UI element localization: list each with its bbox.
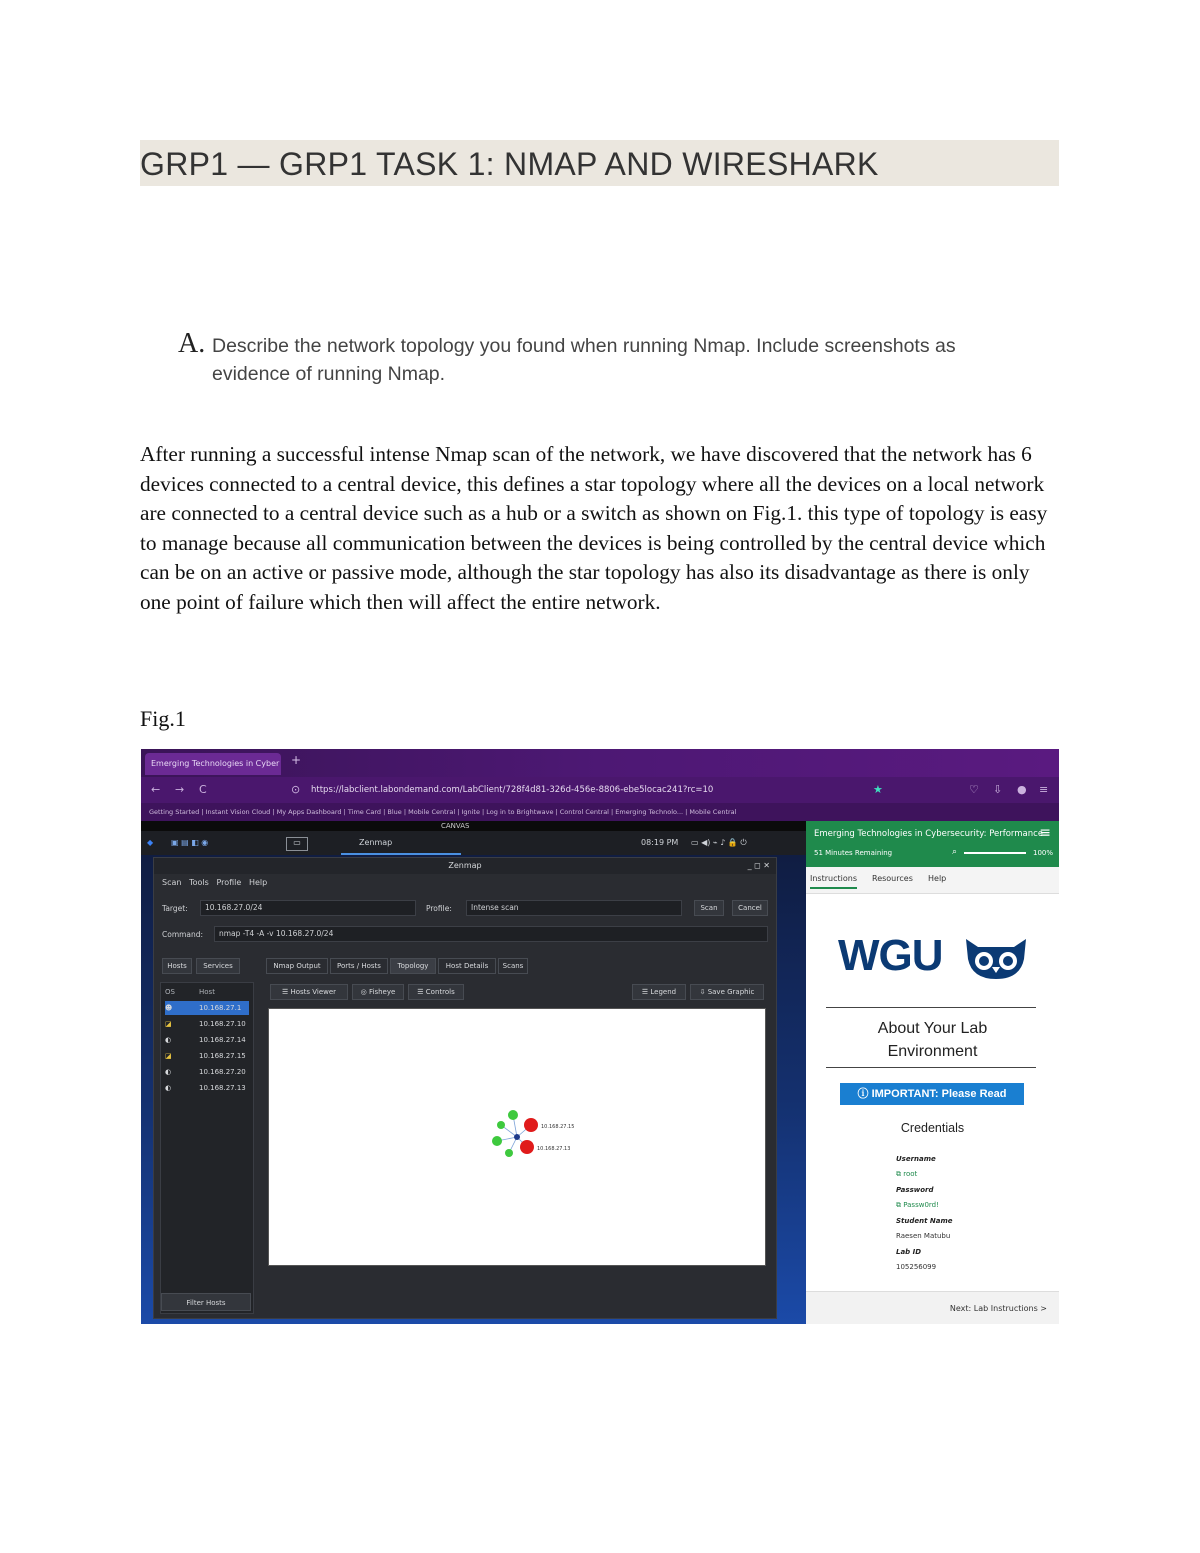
node-label: 10.168.27.15	[541, 1124, 575, 1130]
desktop-taskbar	[141, 831, 806, 855]
next-link[interactable]: Next: Lab Instructions >	[806, 1291, 1059, 1324]
menu-icon[interactable]: ≡	[1039, 783, 1049, 796]
target-label: Target:	[162, 904, 188, 913]
controls-label: Controls	[425, 988, 455, 996]
star-icon[interactable]: ★	[873, 783, 883, 796]
cancel-button[interactable]: Cancel	[732, 900, 768, 916]
tab-ports-hosts[interactable]: Ports / Hosts	[330, 958, 388, 974]
account-icon[interactable]: ●	[1017, 783, 1027, 796]
tab-instructions[interactable]: Instructions	[810, 874, 857, 889]
start-menu-icon[interactable]: ◆	[147, 838, 154, 847]
answer-paragraph: After running a successful intense Nmap scan of the network, we have discovered that the network has 6 devices connected to a central device, this defines a star topology where all the devices on a local network are connected to a central device such as a hub or a switch as shown on Fig.1. this type of topology is easy to manage because all communication between the devices is being controlled by the central device which can be on an active or passive mode, although the star topology has also its disadvantage as there is only one point of failure which then will affect the entire network.	[140, 442, 1048, 614]
password-text: Passw0rd!	[903, 1201, 939, 1209]
menu-tools[interactable]: Tools	[189, 878, 209, 887]
host-row[interactable]	[165, 1001, 249, 1015]
tab-host-details[interactable]: Host Details	[438, 958, 496, 974]
document-title: GRP1 — GRP1 TASK 1: NMAP AND WIRESHARK	[140, 146, 879, 182]
divider	[826, 1067, 1036, 1068]
url-field[interactable]: https://labclient.labondemand.com/LabClient/728f4d81-326d-456e-8806-ebe5locac241?rc=10	[311, 785, 714, 795]
host-node[interactable]	[508, 1110, 518, 1120]
tab-nmap-output[interactable]: Nmap Output	[266, 958, 328, 974]
taskbar-zenmap-label: Zenmap	[359, 838, 393, 847]
host-address: 10.168.27.20	[199, 1068, 246, 1076]
host-address: 10.168.27.15	[199, 1052, 246, 1060]
wgu-logo: WGU	[838, 931, 943, 980]
tab-help[interactable]: Help	[928, 874, 947, 883]
host-row[interactable]	[165, 1049, 249, 1063]
question-text: Describe the network topology you found when running Nmap. Include screenshots as evidence of running Nmap.	[212, 335, 956, 385]
fisheye-icon: ◎	[360, 988, 370, 996]
top-strip-label: CANVAS	[441, 822, 470, 830]
host-node-red[interactable]	[524, 1118, 538, 1132]
zoom-level: 100%	[1032, 849, 1053, 857]
host-list-header	[165, 985, 249, 999]
host-list	[160, 982, 254, 1314]
download-icon[interactable]: ⇩	[993, 783, 1003, 796]
desktop-top-strip	[141, 821, 806, 831]
fisheye-label: Fisheye	[369, 988, 396, 996]
reload-icon[interactable]: C	[199, 783, 207, 796]
password-value[interactable]	[896, 1201, 939, 1210]
host-address: 10.168.27.10	[199, 1020, 246, 1028]
host-column-header: Host	[199, 988, 215, 996]
host-row[interactable]	[165, 1017, 249, 1031]
host-row[interactable]	[165, 1033, 249, 1047]
bookmarks-bar[interactable]: Getting Started | Instant Vision Cloud | My Apps Dashboard | Time Card | Blue | Mobile Central | Ignite | Log in to Brightwave | Control Central | Emerging Technolo... | Mobile Central	[141, 803, 1059, 821]
important-button[interactable]	[840, 1083, 1024, 1105]
legend-label: Legend	[650, 988, 677, 996]
filter-hosts-button[interactable]: Filter Hosts	[161, 1293, 251, 1311]
username-text: root	[903, 1170, 918, 1178]
pocket-icon[interactable]: ♡	[969, 783, 979, 796]
zoom-slider[interactable]	[964, 852, 1026, 854]
copy-icon[interactable]: ⧉	[896, 1170, 904, 1178]
about-heading	[806, 1017, 1059, 1063]
os-icon: ◪	[165, 1052, 172, 1060]
legend-button[interactable]	[632, 984, 686, 1000]
username-value[interactable]	[896, 1170, 917, 1179]
copy-icon[interactable]: ⧉	[896, 1201, 904, 1209]
credentials-heading: Credentials	[900, 1121, 965, 1135]
student-name-label: Student Name	[896, 1217, 953, 1225]
forward-arrow-icon[interactable]: →	[175, 783, 185, 796]
browser-tab[interactable]: Emerging Technologies in Cyber	[145, 753, 281, 775]
hamburger-icon[interactable]: ≡	[1039, 825, 1051, 841]
command-label: Command:	[162, 930, 204, 939]
username-label: Username	[896, 1155, 936, 1163]
hosts-viewer-button[interactable]	[270, 984, 348, 1000]
host-address: 10.168.27.13	[199, 1084, 246, 1092]
tab-resources[interactable]: Resources	[872, 874, 913, 883]
host-node[interactable]	[505, 1149, 513, 1157]
node-label: 10.168.27.13	[537, 1146, 571, 1152]
shield-icon: ⊙	[291, 783, 301, 796]
divider	[826, 1007, 1036, 1008]
zenmap-title: Zenmap	[448, 861, 482, 870]
lab-id-label: Lab ID	[896, 1248, 922, 1256]
host-row[interactable]	[165, 1065, 249, 1079]
time-remaining: 51 Minutes Remaining	[814, 849, 893, 857]
question-letter: A.	[178, 328, 206, 359]
scan-button[interactable]: Scan	[694, 900, 724, 916]
os-column-header: OS	[165, 988, 175, 996]
browser-tab-bar	[141, 749, 1059, 777]
os-icon: ◪	[165, 1020, 172, 1028]
os-icon: ☻	[165, 1004, 173, 1012]
title-banner	[140, 140, 1059, 186]
hosts-viewer-label: Hosts Viewer	[290, 988, 337, 996]
hosts-tab[interactable]: Hosts	[162, 958, 192, 974]
os-icon: ◐	[165, 1036, 172, 1044]
important-label: IMPORTANT: Please Read	[871, 1088, 1007, 1100]
info-icon: ⓘ	[857, 1088, 872, 1100]
list-icon: ☰	[281, 988, 291, 996]
screenshot-figure	[141, 749, 1059, 1324]
about-text: About Your Lab Environment	[877, 1020, 988, 1060]
owl-logo-icon	[964, 937, 1028, 981]
legend-icon: ☰	[641, 988, 651, 996]
topology-canvas[interactable]	[268, 1008, 766, 1266]
services-tab[interactable]: Services	[196, 958, 240, 974]
password-label: Password	[896, 1186, 934, 1194]
tab-scans[interactable]: Scans	[498, 958, 528, 974]
save-icon: ⇩	[699, 988, 708, 996]
lab-header	[806, 821, 1059, 867]
menu-help[interactable]: Help	[248, 878, 268, 887]
zenmap-titlebar	[154, 858, 776, 874]
topology-graph	[269, 1009, 765, 1265]
save-graphic-button[interactable]	[690, 984, 764, 1000]
save-graphic-label: Save Graphic	[707, 988, 755, 996]
host-address: 10.168.27.14	[199, 1036, 246, 1044]
os-icon: ◐	[165, 1084, 172, 1092]
taskbar-zenmap[interactable]	[341, 831, 461, 855]
controls-icon: ☰	[417, 988, 426, 996]
profile-label: Profile:	[426, 904, 452, 913]
tray-icons[interactable]: ▭ ◀) ⌁ ♪ 🔒 ⏻	[691, 838, 747, 847]
menu-scan[interactable]: Scan	[162, 878, 182, 887]
taskbar-apps-icon[interactable]: ▣ ▤ ◧ ◉	[171, 838, 209, 847]
workspace-icon[interactable]: ▭	[286, 837, 308, 851]
os-icon: ◐	[165, 1068, 172, 1076]
central-node[interactable]	[514, 1134, 520, 1140]
menu-profile[interactable]: Profile	[216, 878, 242, 887]
back-arrow-icon[interactable]: ←	[151, 783, 161, 796]
command-input[interactable]: nmap -T4 -A -v 10.168.27.0/24	[214, 926, 768, 942]
host-address: 10.168.27.1	[199, 1004, 242, 1012]
zenmap-window	[153, 857, 777, 1319]
target-input[interactable]: 10.168.27.0/24	[200, 900, 416, 916]
browser-url-row	[141, 777, 1059, 803]
zoom-icon: ⌕	[952, 847, 958, 857]
lab-id-value: 105256099	[896, 1263, 937, 1271]
course-title: Emerging Technologies in Cybersecurity: Performance	[814, 829, 1044, 839]
controls-button[interactable]	[408, 984, 464, 1000]
host-row[interactable]	[165, 1081, 249, 1095]
lab-side-panel	[806, 821, 1059, 1324]
figure-label: Fig.1	[140, 706, 186, 731]
host-node-red[interactable]	[520, 1140, 534, 1154]
new-tab-icon[interactable]: +	[291, 753, 302, 767]
tab-topology[interactable]: Topology	[390, 958, 436, 974]
zenmap-menubar	[162, 878, 267, 887]
lab-tabs	[806, 867, 1059, 894]
host-node[interactable]	[492, 1136, 502, 1146]
remote-desktop	[141, 821, 806, 1324]
profile-select[interactable]: Intense scan	[466, 900, 682, 916]
window-controls-icon[interactable]: _ ◻ ✕	[747, 861, 770, 870]
fisheye-button[interactable]	[352, 984, 404, 1000]
taskbar-clock: 08:19 PM	[641, 838, 679, 847]
host-node[interactable]	[497, 1121, 505, 1129]
student-name-value: Raesen Matubu	[896, 1232, 951, 1240]
